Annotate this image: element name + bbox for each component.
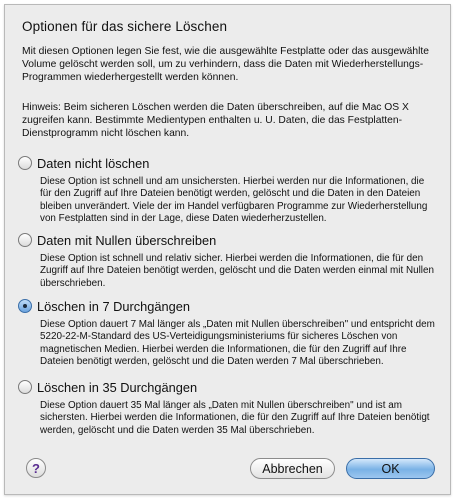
ok-button[interactable]: OK bbox=[346, 458, 435, 479]
radio-button[interactable] bbox=[18, 380, 32, 394]
option-zero-out bbox=[18, 231, 442, 290]
radio-button[interactable] bbox=[18, 233, 32, 247]
radio-row-7-pass[interactable] bbox=[18, 297, 442, 315]
option-label[interactable]: Daten mit Nullen überschreiben bbox=[37, 232, 217, 248]
radio-button-selected[interactable] bbox=[18, 299, 32, 313]
radio-row-do-not-erase[interactable] bbox=[18, 154, 442, 172]
option-description: Diese Option dauert 7 Mal länger als „Daten mit Nullen überschreiben" und entspricht dem 5220-22-M-Standard des US-Verteidigungsministeriums für sicheres Löschen von magnetischen Medien. Hierbei werden die Informationen, die für den Zugriff auf Ihre Dateien benötigt werden, gelöscht und die Daten werden 7 Mal überschrieben. bbox=[40, 319, 435, 368]
option-description: Diese Option dauert 35 Mal länger als „Daten mit Nullen überschreiben" und ist am sichersten. Hierbei werden die Informationen, die für den Zugriff auf Ihre Dateien benötigt werden, gelöscht und die Daten werden 35 Mal überschrieben. bbox=[40, 400, 430, 436]
help-button[interactable] bbox=[26, 458, 46, 478]
question-mark-icon: ? bbox=[32, 460, 40, 476]
cancel-button[interactable]: Abbrechen bbox=[250, 458, 335, 479]
option-description: Diese Option ist schnell und am unsichersten. Hierbei werden nur die Informationen, die für den Zugriff auf Ihre Dateien benötigt werden, gelöscht und die Daten in den Dateien bleiben unverändert. Viele der im Handel verfügbaren Programme zur Wiederherstellung von Festplatten sind in der Lage, diese Daten wiederherzustellen. bbox=[40, 176, 428, 225]
dialog-title: Optionen für das sichere Löschen bbox=[22, 19, 228, 34]
option-label[interactable]: Löschen in 7 Durchgängen bbox=[37, 298, 190, 314]
intro-text: Mit diesen Optionen legen Sie fest, wie die ausgewählte Festplatte oder das ausgewählte Volume gelöscht werden soll, um zu verhindern, dass die Daten mit Wiederherstellungs-Programmen wiederhergestellt werden können. bbox=[22, 46, 429, 83]
option-label[interactable]: Löschen in 35 Durchgängen bbox=[37, 379, 198, 395]
radio-row-35-pass[interactable] bbox=[18, 378, 442, 396]
option-7-pass bbox=[18, 297, 442, 369]
secure-erase-options-dialog bbox=[4, 4, 451, 495]
radio-row-zero-out[interactable] bbox=[18, 231, 442, 249]
option-do-not-erase bbox=[18, 154, 442, 226]
option-label[interactable]: Daten nicht löschen bbox=[37, 155, 150, 171]
hint-text: Hinweis: Beim sicheren Löschen werden die Daten überschreiben, auf die Mac OS X zugreifen kann. Bestimmte Medientypen enthalten u. U. Daten, die das Festplatten-Dienstprogramm nicht löschen kann. bbox=[22, 102, 409, 139]
option-35-pass bbox=[18, 378, 442, 437]
radio-button[interactable] bbox=[18, 156, 32, 170]
option-description: Diese Option ist schnell und relativ sicher. Hierbei werden die Informationen, die für den Zugriff auf Ihre Dateien benötigt werden, gelöscht und die Daten werden einmal mit Nullen überschrieben. bbox=[40, 253, 434, 289]
